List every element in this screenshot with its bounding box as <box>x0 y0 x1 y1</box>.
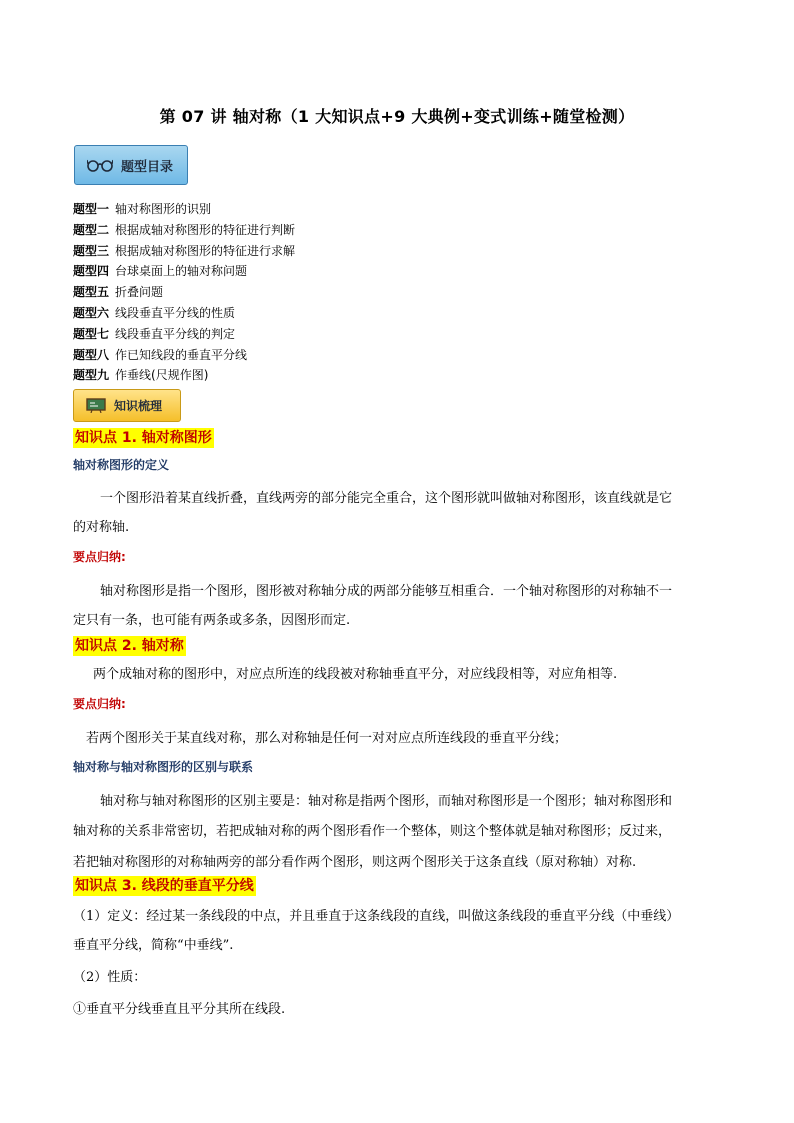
toc-item-number: 题型七 <box>73 326 110 341</box>
kp3-property-label: （2）性质： <box>73 970 147 985</box>
kp2-heading: 知识点 2. 轴对称 <box>75 638 184 654</box>
kp3-definition-line2: 垂直平分线，简称“中垂线”. <box>73 938 234 953</box>
toc-item-number: 题型四 <box>73 264 110 279</box>
toc-item-text: 作已知线段的垂直平分线 <box>115 347 248 362</box>
toc-badge <box>74 145 188 185</box>
kp3-property-line1: ①垂直平分线垂直且平分其所在线段. <box>73 1002 286 1017</box>
toc-badge-label: 题型目录 <box>121 159 174 175</box>
toc-item <box>73 220 295 241</box>
kp2-diff-line1: 轴对称与轴对称图形的区别主要是：轴对称是指两个图形，而轴对称图形是一个图形；轴对称图形和 <box>100 794 673 809</box>
knowledge-badge-label: 知识梳理 <box>114 399 163 413</box>
toc-item-text: 台球桌面上的轴对称问题 <box>115 264 248 279</box>
kp1-summary-label: 要点归纳: <box>73 550 126 564</box>
kp1-definition-line2: 的对称轴. <box>73 520 130 535</box>
kp2-subheading: 轴对称与轴对称图形的区别与联系 <box>73 760 254 774</box>
toc-list <box>73 199 295 386</box>
kp2-diff-line2: 轴对称的关系非常密切，若把成轴对称的两个图形看作一个整体，则这个整体就是轴对称图形；反过来， <box>73 824 672 839</box>
toc-item-text: 根据成轴对称图形的特征进行判断 <box>115 222 296 237</box>
toc-item <box>73 199 295 220</box>
toc-item-number: 题型二 <box>73 222 110 237</box>
toc-item-number: 题型五 <box>73 285 110 300</box>
glasses-icon <box>87 158 113 172</box>
page-title: 第 07 讲 轴对称（1 大知识点+9 大典例+变式训练+随堂检测） <box>159 107 635 126</box>
kp2-summary-label: 要点归纳: <box>73 697 126 711</box>
toc-item-number: 题型八 <box>73 347 110 362</box>
toc-item-number: 题型九 <box>73 368 110 383</box>
toc-item-text: 线段垂直平分线的判定 <box>115 326 236 341</box>
toc-item-text: 线段垂直平分线的性质 <box>115 305 236 320</box>
kp1-subheading: 轴对称图形的定义 <box>73 458 170 472</box>
kp2-summary-line: 若两个图形关于某直线对称，那么对称轴是任何一对对应点所连线段的垂直平分线； <box>86 731 568 746</box>
toc-item <box>73 261 295 282</box>
kp2-line1: 两个成轴对称的图形中，对应点所连的线段被对称轴垂直平分，对应线段相等，对应角相等. <box>93 667 618 682</box>
kp2-diff-line3: 若把轴对称图形的对称轴两旁的部分看作两个图形，则这两个图形关于这条直线（原对称轴）对称. <box>73 855 637 870</box>
kp1-summary-line2: 定只有一条，也可能有两条或多条，因图形而定. <box>73 613 351 628</box>
kp1-heading: 知识点 1. 轴对称图形 <box>75 430 212 446</box>
toc-item <box>73 345 295 366</box>
toc-item <box>73 303 295 324</box>
kp1-definition-line1: 一个图形沿着某直线折叠，直线两旁的部分能完全重合，这个图形就叫做轴对称图形，该直线就是它 <box>100 491 673 506</box>
kp3-heading: 知识点 3. 线段的垂直平分线 <box>75 878 254 894</box>
toc-item-number: 题型三 <box>73 243 110 258</box>
toc-item-text: 作垂线(尺规作图) <box>115 368 209 383</box>
toc-item-text: 轴对称图形的识别 <box>115 202 212 216</box>
toc-item <box>73 282 295 303</box>
toc-item-number: 题型一 <box>73 202 110 216</box>
toc-item-text: 折叠问题 <box>115 285 164 300</box>
toc-item <box>73 365 295 386</box>
knowledge-badge <box>73 389 181 422</box>
kp3-definition-line1: （1）定义：经过某一条线段的中点，并且垂直于这条线段的直线，叫做这条线段的垂直平分线（中垂线） <box>73 909 680 924</box>
toc-item-text: 根据成轴对称图形的特征进行求解 <box>115 243 296 258</box>
toc-item <box>73 241 295 262</box>
kp1-summary-line1: 轴对称图形是指一个图形，图形被对称轴分成的两部分能够互相重合．一个轴对称图形的对称轴不一 <box>100 584 673 599</box>
blackboard-icon <box>86 398 106 413</box>
toc-item-number: 题型六 <box>73 305 110 320</box>
toc-item <box>73 324 295 345</box>
